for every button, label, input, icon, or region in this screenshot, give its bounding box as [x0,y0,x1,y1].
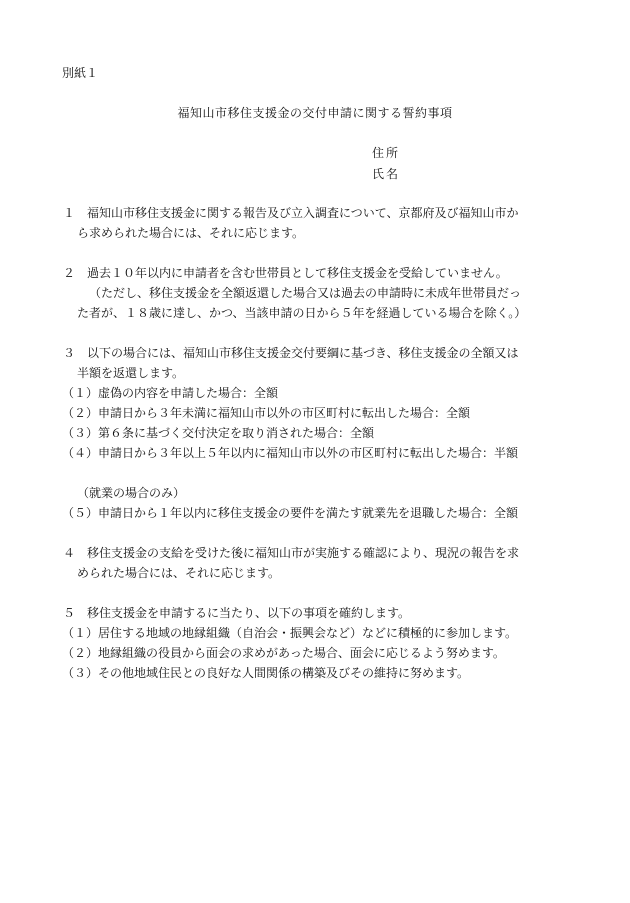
section-4-line-2: められた場合には、それに応じます。 [77,566,281,580]
section-1 [63,203,593,243]
section-3-item-3: （３）第６条に基づく交付決定を取り消された場合：全額 [62,426,375,440]
section-3-line-1: ３ 以下の場合には、福知山市移住支援金交付要綱に基づき、移住支援金の全額又は [63,346,519,360]
section-5-line-1: ５ 移住支援金を申請するに当たり、以下の事項を確約します。 [63,606,411,620]
section-2 [63,263,593,323]
employment-note: （就業の場合のみ） [77,486,186,500]
section-3-item-2: （２）申請日から３年未満に福知山市以外の市区町村に転出した場合：全額 [62,406,471,420]
section-2-line-1: ２ 過去１０年以内に申請者を含む世帯員として移住支援金を受給していません。 [63,266,508,280]
section-5-item-1: （１）居住する地域の地縁組織（自治会・振興会など）などに積極的に参加します。 [62,626,518,640]
section-5-item-3: （３）その他地域住民との良好な人間関係の構築及びその維持に努めます。 [62,666,470,680]
section-3 [63,343,593,383]
section-4-line-1: ４ 移住支援金の支給を受けた後に福知山市が実施する確認により、現況の報告を求 [63,546,520,560]
attachment-label: 別紙１ [62,66,99,80]
section-1-line-1: １ 福知山市移住支援金に関する報告及び立入調査について、京都府及び福知山市か [63,206,519,220]
name-label: 氏名 [372,167,401,181]
section-3-item-1: （１）虚偽の内容を申請した場合：全額 [62,386,279,400]
section-3-item-4: （４）申請日から３年以上５年以内に福知山市以外の市区町村に転出した場合：半額 [62,446,519,460]
address-label: 住所 [372,146,401,160]
section-5-items [62,623,592,683]
section-1-line-2: ら求められた場合には、それに応じます。 [77,226,305,240]
section-2-line-3: た者が、１８歳に達し、かつ、当該申請の日から５年を経過している場合を除く。） [77,306,527,320]
section-2-line-2: （ただし、移住支援金を全額返還した場合又は過去の申請時に未成年世帯員だっ [89,286,522,300]
section-4 [63,543,593,583]
section-3-line-2: 半額を返還します。 [77,366,185,380]
section-5-item-2: （２）地縁組織の役員から面会の求めがあった場合、面会に応じるよう努めます。 [62,646,505,660]
section-3-items [62,383,592,463]
section-3-item-5: （５）申請日から１年以内に移住支援金の要件を満たす就業先を退職した場合：全額 [62,506,519,520]
document-title: 福知山市移住支援金の交付申請に関する誓約事項 [177,106,453,120]
section-5 [63,603,593,623]
